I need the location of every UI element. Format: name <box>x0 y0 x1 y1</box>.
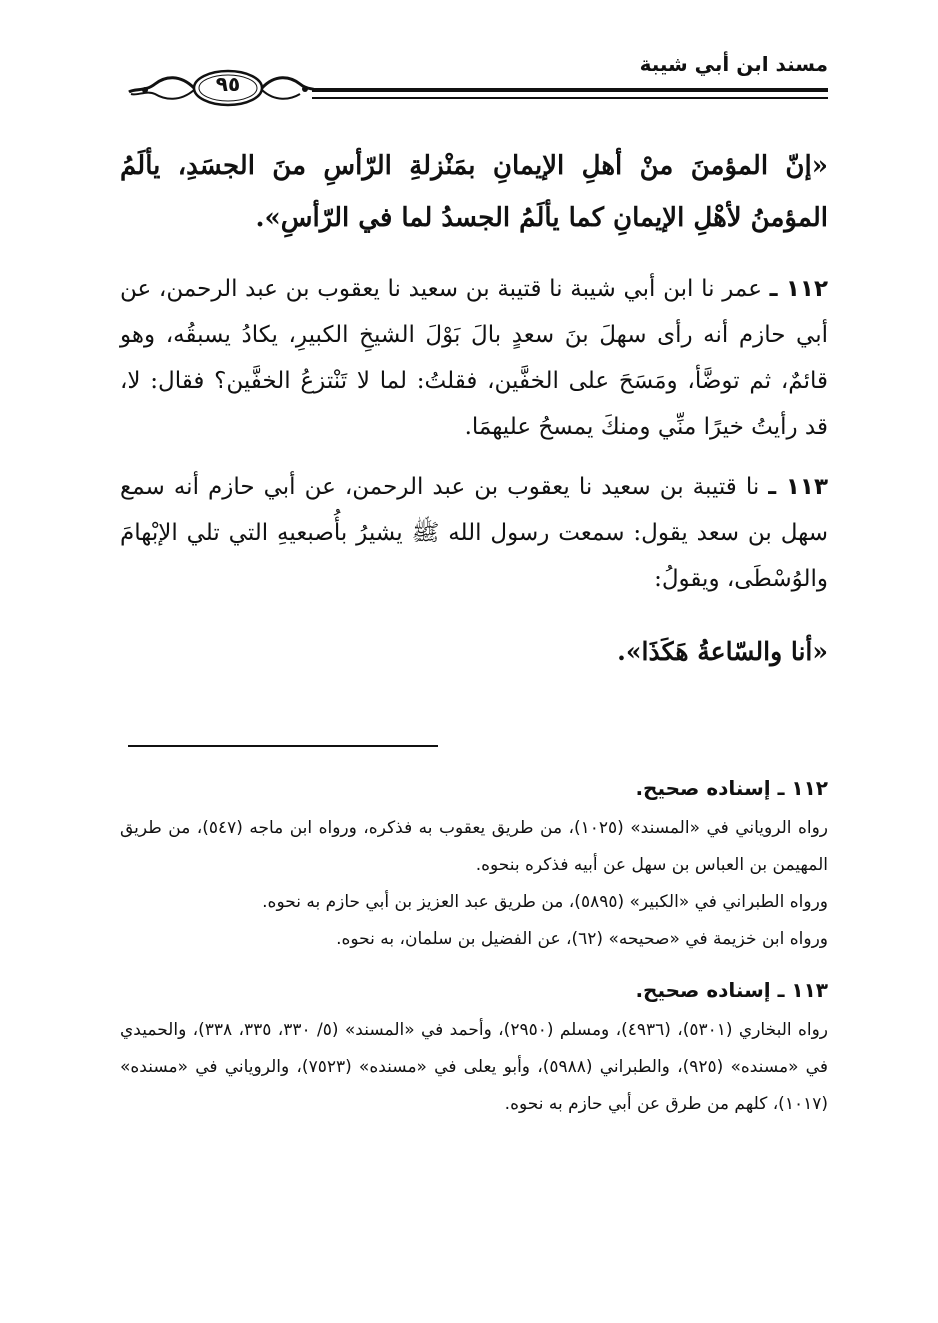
main-text <box>120 140 828 702</box>
footnote-112-line: رواه الروياني في «المسند» (١٠٢٥)، من طريق يعقوب به فذكره، ورواه ابن ماجه (٥٤٧)، من طريق المهيمن بن العباس بن سهل عن أبيه فذكره بنحوه. <box>120 818 828 875</box>
hadith-113-text: نا قتيبة بن سعيد نا يعقوب بن عبد الرحمن، عن أبي حازم أنه سمع سهل بن سعد يقول: سمعت رسول الله ﷺ يشيرُ بأُصبعيهِ التي تلي الإبْهامَ والوُسْطَى، ويقولُ: <box>120 474 828 592</box>
footnote-divider <box>128 745 438 747</box>
hadith-112-number: ١١٢ ـ <box>769 276 829 302</box>
hadith-112 <box>120 266 828 450</box>
footnote-113-line: رواه البخاري (٥٣٠١)، (٤٩٣٦)، ومسلم (٢٩٥٠)، وأحمد في «المسند» (٥/ ٣٣٠، ٣٣٥، ٣٣٨)، والحميدي في «مسنده» (٩٢٥)، والطبراني (٥٩٨٨)، وأبو يعلى في «مسنده» (٧٥٢٣)، والروياني في «مسنده» (١٠١٧)، كلهم من طرق عن أبي حازم به نحوه. <box>120 1020 829 1114</box>
hadith-113 <box>120 464 828 602</box>
hadith-quote-2: «أنا والسّاعةُ هَكَذَا». <box>617 637 828 666</box>
footnotes <box>120 770 828 1137</box>
footnote-112 <box>120 770 828 958</box>
page-number: ٩٥ <box>215 72 241 96</box>
footnote-112-line: ورواه الطبراني في «الكبير» (٥٨٩٥)، من طريق عبد العزيز بن أبي حازم به نحوه. <box>262 892 828 912</box>
running-header-title: مسند ابن أبي شيبة <box>639 52 828 76</box>
header-rule <box>312 88 828 102</box>
footnote-112-line: ورواه ابن خزيمة في «صحيحه» (٦٢)، عن الفضيل بن سلمان، به نحوه. <box>336 929 828 949</box>
footnote-113 <box>120 972 828 1123</box>
hadith-113-number: ١١٣ ـ <box>768 474 828 500</box>
hadith-112-text: عمر نا ابن أبي شيبة نا قتيبة بن سعيد نا يعقوب بن عبد الرحمن، عن أبي حازم أنه رأى سهلَ بنَ سعدٍ بالَ بَوْلَ الشيخِ الكبيرِ، يكادُ يسبقُه، وهو قائمٌ، ثم توضَّأ، ومَسَحَ على الخفَّين، فقلتُ: لما لا تَنْتزعُ الخفَّين؟ فقال: لا، قد رأيتُ خيرًا منِّي ومنكَ يمسحُ عليهمَا. <box>120 276 828 440</box>
hadith-quote-1: «إنّ المؤمنَ منْ أهلِ الإيمانِ بمَنْزلةِ الرّأسِ منَ الجسَدِ، يألَمُ المؤمنُ لأهْلِ الإيمانِ كما يألَمُ الجسدُ لما في الرّأسِ». <box>120 151 828 233</box>
header-rule-thin <box>312 97 828 99</box>
footnote-113-heading: ١١٣ ـ إسناده صحيح. <box>635 978 828 1002</box>
footnote-112-heading: ١١٢ ـ إسناده صحيح. <box>635 776 828 800</box>
header-rule-thick <box>312 88 828 92</box>
